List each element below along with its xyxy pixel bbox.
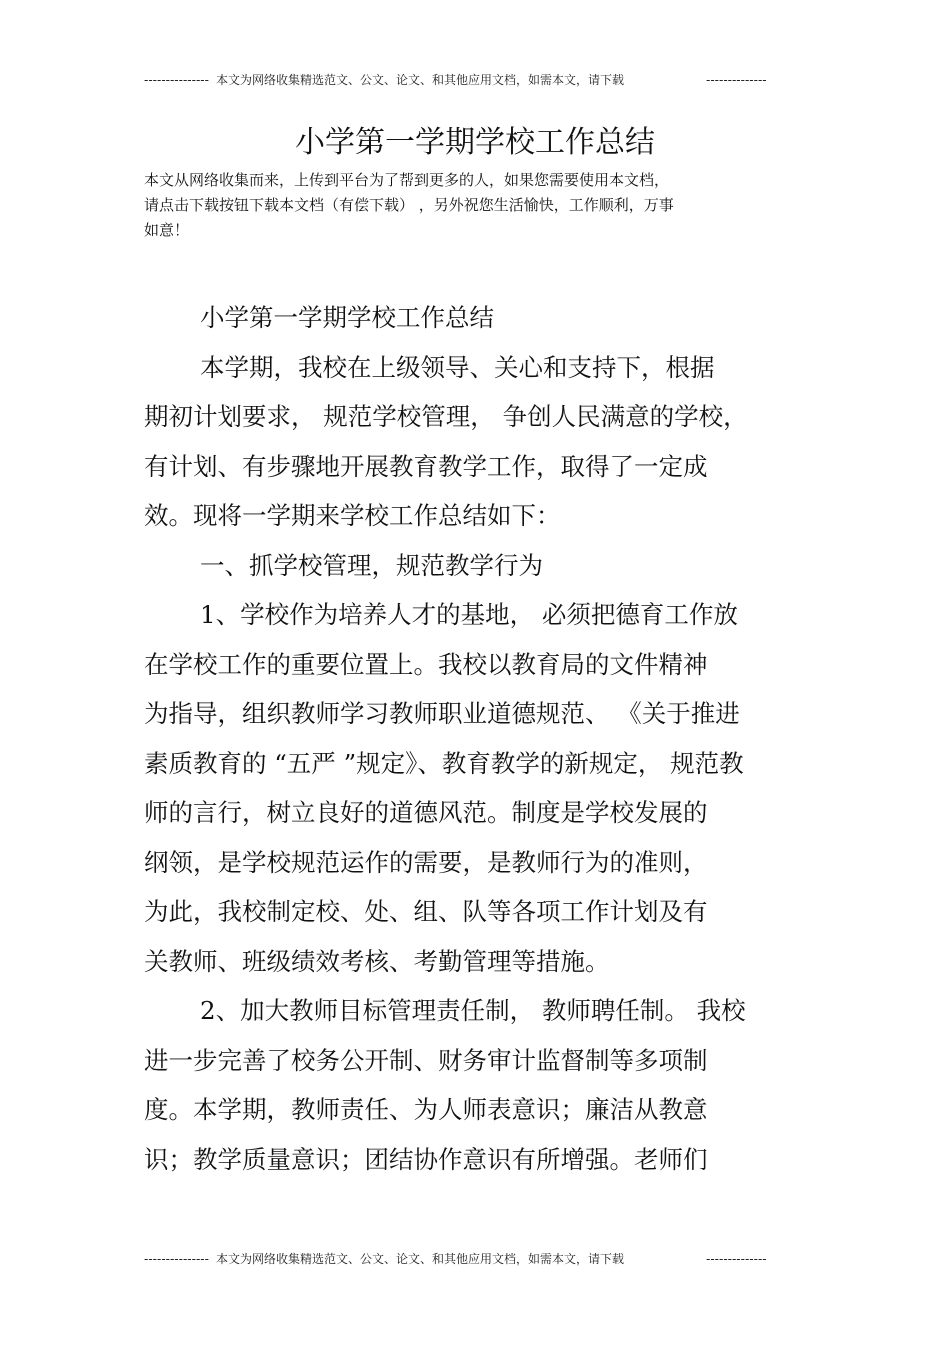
body-line: 素质教育的 “五严 ”规定》、教育教学的新规定， 规范教 <box>144 748 744 778</box>
page-footer <box>144 1249 784 1269</box>
body-line: 效。现将一学期来学校工作总结如下： <box>144 501 561 530</box>
document-title: 小学第一学期学校工作总结 <box>295 125 655 160</box>
document-body <box>144 293 824 1184</box>
body-line: 在学校工作的重要位置上。我校以教育局的文件精神 <box>144 649 708 679</box>
body-line: 本学期，我校在上级领导、关心和支持下，根据 <box>200 352 715 382</box>
intro-line: 请点击下载按钮下载本文档（有偿下载） ，另外祝您生活愉快，工作顺利，万事 <box>144 196 674 214</box>
body-line: 纲领，是学校规范运作的需要，是教师行为的准则， <box>144 847 708 877</box>
body-line: 期初计划要求， 规范学校管理， 争创人民满意的学校， <box>144 402 748 431</box>
header-text: 本文为网络收集精选范文、公文、论文、和其他应用文档，如需本文，请下载 <box>216 73 625 87</box>
footer-dashes-right: -------------- <box>706 1252 767 1266</box>
body-line: 为指导，组织教师学习教师职业道德规范、 《关于推进 <box>144 699 740 728</box>
intro-note <box>144 168 804 243</box>
body-line: 2、加大教师目标管理责任制， 教师聘任制。 我校 <box>200 996 746 1025</box>
body-line: 为此，我校制定校、处、组、队等各项工作计划及有 <box>144 897 708 926</box>
header-dashes-left: --------------- <box>144 73 209 87</box>
body-line: 关教师、班级绩效考核、考勤管理等措施。 <box>144 946 610 976</box>
page-header <box>144 70 784 90</box>
body-line: 师的言行，树立良好的道德风范。制度是学校发展的 <box>144 798 708 827</box>
intro-line: 如意！ <box>144 221 190 239</box>
body-line: 识；教学质量意识；团结协作意识有所增强。老师们 <box>144 1144 708 1174</box>
body-line: 进一步完善了校务公开制、财务审计监督制等多项制 <box>144 1045 708 1075</box>
body-line: 小学第一学期学校工作总结 <box>200 303 494 332</box>
body-line: 1、学校作为培养人才的基地， 必须把德育工作放 <box>200 600 738 629</box>
intro-line: 本文从网络收集而来，上传到平台为了帮到更多的人，如果您需要使用本文档， <box>144 171 670 189</box>
body-line: 一、抓学校管理，规范教学行为 <box>200 550 543 580</box>
footer-dashes-left: --------------- <box>144 1252 209 1266</box>
body-line: 度。本学期，教师责任、为人师表意识；廉洁从教意 <box>144 1095 708 1124</box>
footer-text: 本文为网络收集精选范文、公文、论文、和其他应用文档，如需本文，请下载 <box>216 1252 625 1266</box>
header-dashes-right: -------------- <box>706 73 767 87</box>
body-line: 有计划、有步骤地开展教育教学工作，取得了一定成 <box>144 451 708 481</box>
